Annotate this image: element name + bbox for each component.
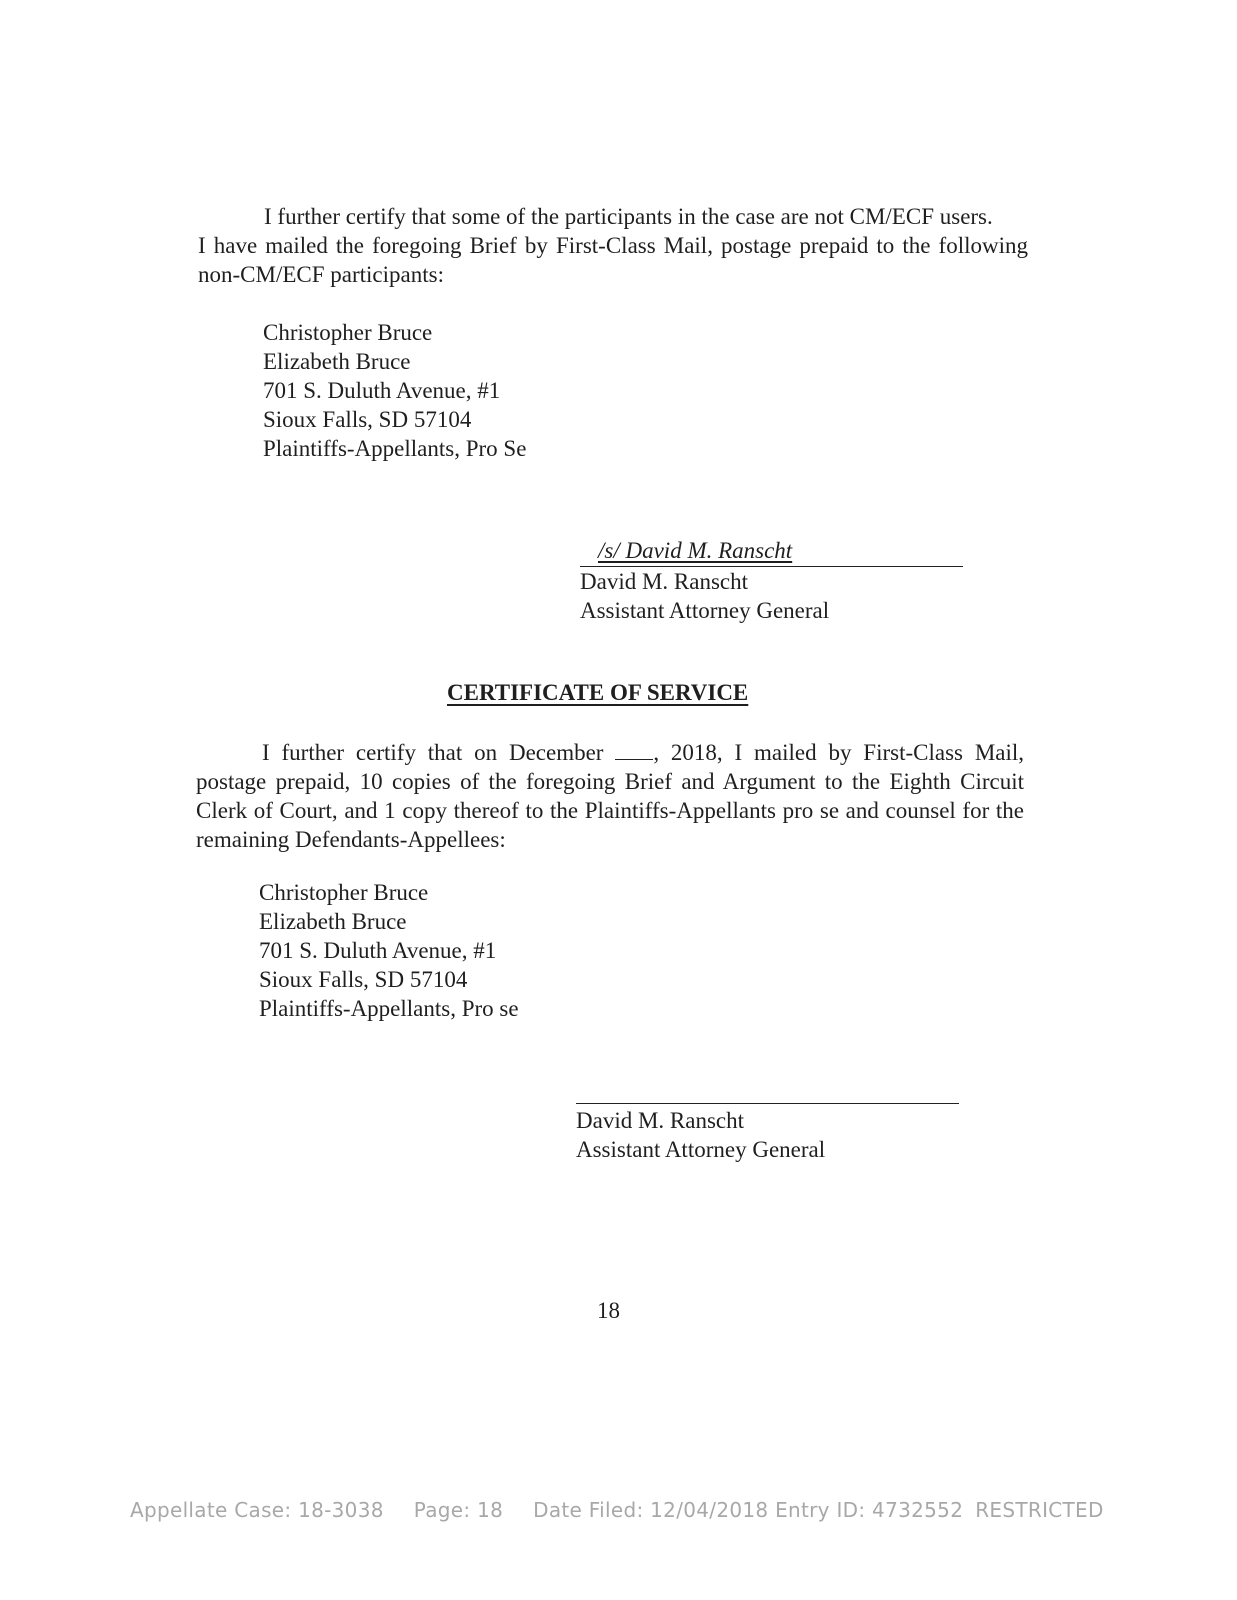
filing-footer-stamp — [130, 1498, 1104, 1522]
signer-name-2: David M. Ranscht — [576, 1108, 745, 1133]
address1-line5: Plaintiffs-Appellants, Pro Se — [263, 436, 527, 461]
signer-title-2: Assistant Attorney General — [576, 1137, 826, 1162]
para2-before-blank: I further certify that on December — [262, 740, 604, 765]
footer-date-filed: Date Filed: 12/04/2018 Entry ID: 4732552 — [533, 1498, 964, 1522]
signature-line-2 — [576, 1103, 959, 1104]
footer-case: Appellate Case: 18-3038 — [130, 1498, 384, 1522]
address-block-2 — [259, 878, 519, 1023]
certify-paragraph-2 — [196, 738, 1024, 854]
address2-line3: 701 S. Duluth Avenue, #1 — [259, 938, 497, 963]
address-block-1 — [263, 318, 526, 463]
para1-line1: I further certify that some of the participants in the case are not CM/ECF users. — [264, 204, 993, 229]
footer-page: Page: 18 — [413, 1498, 504, 1522]
address1-line1: Christopher Bruce — [263, 320, 433, 345]
signature-block-1 — [580, 567, 829, 625]
page-number: 18 — [597, 1298, 620, 1323]
para1-rest: I have mailed the foregoing Brief by First-Class Mail, postage prepaid to the following non-CM/ECF participants: — [198, 233, 1028, 287]
signer-name-1: David M. Ranscht — [580, 569, 749, 594]
address1-line4: Sioux Falls, SD 57104 — [263, 407, 472, 432]
address2-line1: Christopher Bruce — [259, 880, 429, 905]
signature-block-2 — [576, 1106, 825, 1164]
footer-status: RESTRICTED — [975, 1498, 1104, 1522]
certificate-of-service-heading: CERTIFICATE OF SERVICE — [447, 680, 749, 705]
date-blank — [615, 758, 653, 760]
electronic-signature: /s/ David M. Ranscht — [598, 538, 793, 563]
address2-line5: Plaintiffs-Appellants, Pro se — [259, 996, 519, 1021]
address1-line2: Elizabeth Bruce — [263, 349, 411, 374]
address1-line3: 701 S. Duluth Avenue, #1 — [263, 378, 501, 403]
address2-line4: Sioux Falls, SD 57104 — [259, 967, 468, 992]
certify-paragraph-1 — [198, 202, 1028, 289]
para2-after-blank: , 2018, I mailed by First-Class Mail, postage prepaid, 10 copies of the foregoing Brief and Argument to the Eighth Circuit Clerk of Court, and 1 copy thereof to the Plaintiffs-Appellants pro se and counsel for the remaining Defendants-Appellees: — [196, 740, 1025, 852]
address2-line2: Elizabeth Bruce — [259, 909, 407, 934]
signer-title-1: Assistant Attorney General — [580, 598, 830, 623]
